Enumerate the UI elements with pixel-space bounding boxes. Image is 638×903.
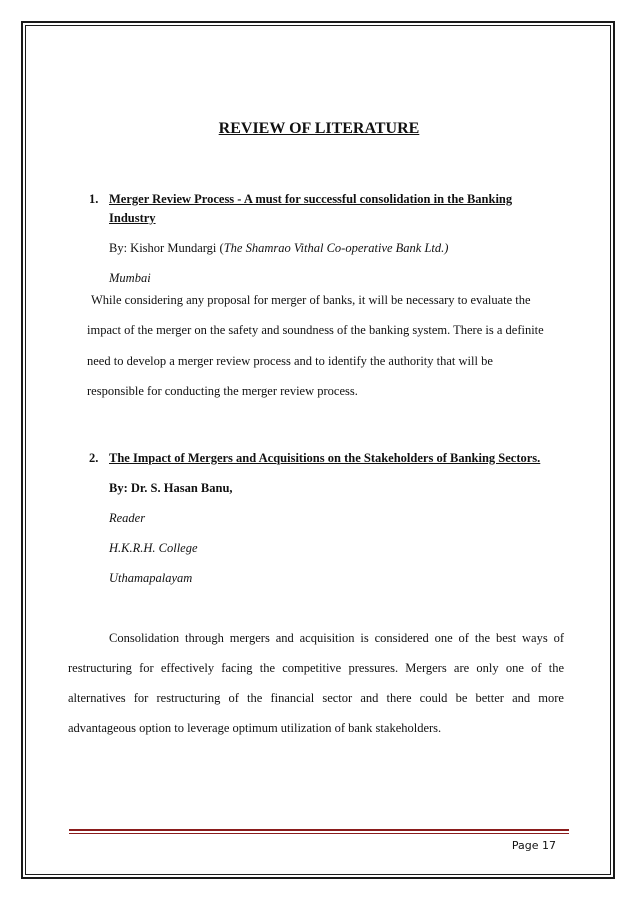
item2-city: Uthamapalayam [109,571,193,585]
item2-heading: The Impact of Mergers and Acquisitions on the Stakeholders of Banking Sectors. [109,451,541,465]
page-border-inner [25,25,611,875]
item1-city: Mumbai [109,271,151,285]
item1-heading-line2: Industry [109,211,156,225]
item1-body-line: responsible for conducting the merger review process. [87,384,358,398]
item2-body-line: advantageous option to leverage optimum utilization of bank stakeholders. [68,721,442,735]
item1-body-line: need to develop a merger review process and to identify the authority that will be [87,354,493,368]
item1-body-line: impact of the merger on the safety and soundness of the banking system. There is a definite [87,323,544,337]
item1-body-line: While considering any proposal for merger of banks, it will be necessary to evaluate the [91,293,531,307]
item1-byline-org: The Shamrao Vithal Co-operative Bank Ltd.) [223,241,449,255]
item1-byline-prefix: By: Kishor Mundargi ( [109,241,224,255]
item2-body-line: alternatives for restructuring of the financial sector and there could be better and more [68,691,564,705]
footer-rule [69,829,569,831]
item2-role: Reader [109,511,146,525]
item1-byline [109,241,448,256]
item2-number: 2. [89,451,99,465]
item2-college: H.K.R.H. College [109,541,198,555]
item2-body-line: Consolidation through mergers and acquisition is considered one of the best ways of [109,631,564,645]
item2-body-line: restructuring for effectively facing the competitive pressures. Mergers are only one of the [68,661,564,675]
item1-heading-line1: Merger Review Process - A must for successful consolidation in the Banking [109,192,513,206]
item1-number: 1. [89,192,99,206]
item2-byline: By: Dr. S. Hasan Banu, [109,481,233,495]
page-title: REVIEW OF LITERATURE [218,120,420,137]
page-number: Page 17 [511,839,556,852]
footer-rule-thin [69,833,569,834]
